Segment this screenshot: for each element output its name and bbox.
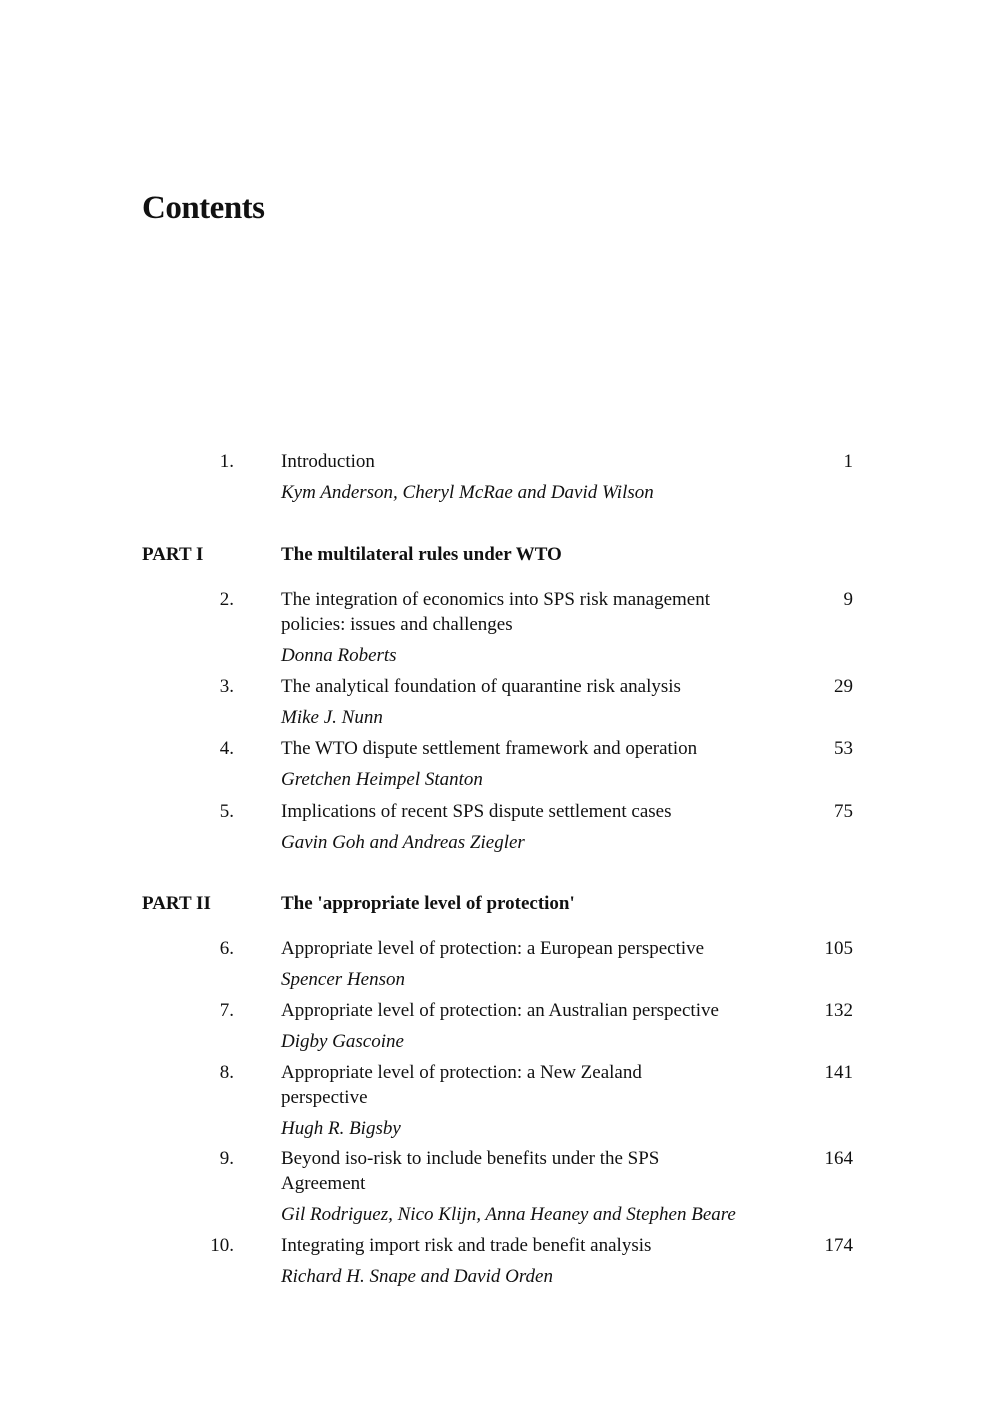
- page-number[interactable]: 9: [843, 589, 853, 610]
- chapter-authors: Kym Anderson, Cheryl McRae and David Wilson: [281, 482, 654, 503]
- page-number[interactable]: 174: [824, 1235, 853, 1256]
- chapter-title[interactable]: Beyond iso-risk to include benefits under the SPS: [281, 1148, 660, 1169]
- page-number[interactable]: 141: [824, 1062, 853, 1083]
- chapter-number: 5.: [219, 801, 234, 822]
- chapter-authors: Hugh R. Bigsby: [281, 1118, 401, 1139]
- chapter-number: 2.: [219, 589, 234, 610]
- chapter-number: 8.: [219, 1062, 234, 1083]
- chapter-title[interactable]: Appropriate level of protection: a European perspective: [281, 938, 705, 959]
- part-title: The multilateral rules under WTO: [281, 544, 562, 565]
- chapter-authors: Mike J. Nunn: [281, 707, 383, 728]
- page-number[interactable]: 75: [834, 801, 853, 822]
- page-number[interactable]: 105: [824, 938, 853, 959]
- chapter-title[interactable]: Agreement: [281, 1173, 366, 1194]
- chapter-title[interactable]: Introduction: [281, 451, 375, 472]
- part-label: PART I: [142, 544, 204, 565]
- page-number[interactable]: 53: [834, 738, 853, 759]
- part-label: PART II: [142, 893, 211, 914]
- chapter-number: 10.: [210, 1235, 234, 1256]
- page-title: Contents: [142, 190, 265, 226]
- chapter-authors: Digby Gascoine: [281, 1031, 404, 1052]
- chapter-authors: Gil Rodriguez, Nico Klijn, Anna Heaney and Stephen Beare: [281, 1204, 736, 1225]
- chapter-authors: Spencer Henson: [281, 969, 405, 990]
- part-title: The 'appropriate level of protection': [281, 893, 575, 914]
- page-number[interactable]: 29: [834, 676, 853, 697]
- chapter-title[interactable]: Integrating import risk and trade benefit analysis: [281, 1235, 652, 1256]
- chapter-number: 3.: [219, 676, 234, 697]
- chapter-title[interactable]: Appropriate level of protection: a New Zealand: [281, 1062, 642, 1083]
- chapter-number: 1.: [219, 451, 234, 472]
- chapter-number: 7.: [219, 1000, 234, 1021]
- chapter-title[interactable]: policies: issues and challenges: [281, 614, 513, 635]
- page-number[interactable]: 164: [824, 1148, 853, 1169]
- page-number[interactable]: 132: [824, 1000, 853, 1021]
- chapter-authors: Richard H. Snape and David Orden: [281, 1266, 553, 1287]
- chapter-title[interactable]: The integration of economics into SPS risk management: [281, 589, 711, 610]
- chapter-authors: Gavin Goh and Andreas Ziegler: [281, 832, 525, 853]
- chapter-title[interactable]: Appropriate level of protection: an Australian perspective: [281, 1000, 719, 1021]
- chapter-title[interactable]: The WTO dispute settlement framework and operation: [281, 738, 698, 759]
- chapter-authors: Donna Roberts: [281, 645, 397, 666]
- chapter-number: 6.: [219, 938, 234, 959]
- chapter-title[interactable]: Implications of recent SPS dispute settlement cases: [281, 801, 672, 822]
- chapter-title[interactable]: perspective: [281, 1087, 368, 1108]
- chapter-authors: Gretchen Heimpel Stanton: [281, 769, 483, 790]
- chapter-number: 4.: [219, 738, 234, 759]
- chapter-title[interactable]: The analytical foundation of quarantine risk analysis: [281, 676, 681, 697]
- page-number[interactable]: 1: [843, 451, 853, 472]
- chapter-number: 9.: [219, 1148, 234, 1169]
